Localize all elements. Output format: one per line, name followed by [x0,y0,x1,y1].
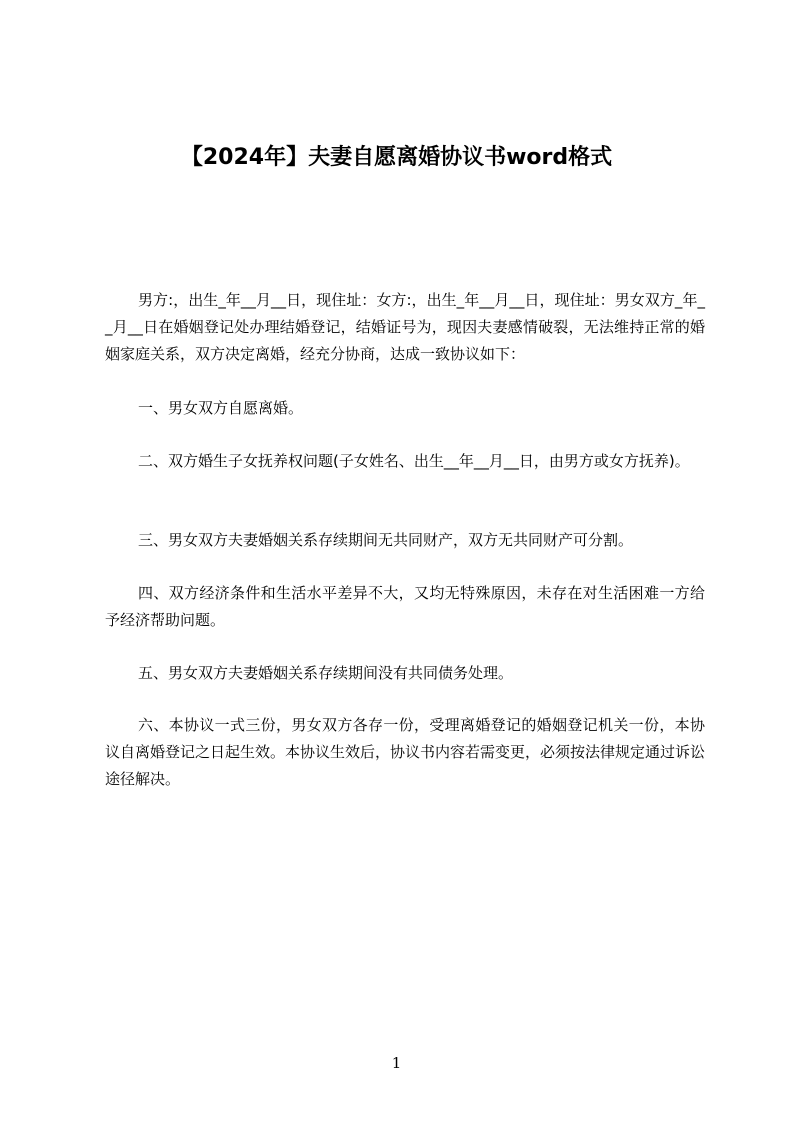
paragraph-preamble: 男方:，出生_年__月__日，现住址：女方:，出生_年__月__日，现住址：男女双方_年__月__日在婚姻登记处办理结婚登记，结婚证号为，现因夫妻感情破裂，无法维持正常的婚姻家庭关系，双方决定离婚，经充分协商，达成一致协议如下： [105,291,705,363]
paragraph-clause-6: 六、本协议一式三份，男女双方各存一份，受理离婚登记的婚姻登记机关一份，本协议自离婚登记之日起生效。本协议生效后，协议书内容若需变更，必须按法律规定通过诉讼途径解决。 [105,716,706,788]
paragraph-clause-4: 四、双方经济条件和生活水平差异不大，又均无特殊原因，未存在对生活困难一方给予经济帮助问题。 [105,584,705,629]
document-title: 【2024年】夫妻自愿离婚协议书word格式 [180,145,613,170]
paragraph-clause-3: 三、男女双方夫妻婚姻关系存续期间无共同财产，双方无共同财产可分割。 [138,531,634,549]
page-number: 1 [391,1054,402,1072]
paragraph-clause-1: 一、男女双方自愿离婚。 [138,399,304,417]
paragraph-clause-2: 二、双方婚生子女抚养权问题(子女姓名、出生__年__月__日，由男方或女方抚养)。 [138,452,690,470]
paragraph-clause-5: 五、男女双方夫妻婚姻关系存续期间没有共同债务处理。 [138,664,514,682]
